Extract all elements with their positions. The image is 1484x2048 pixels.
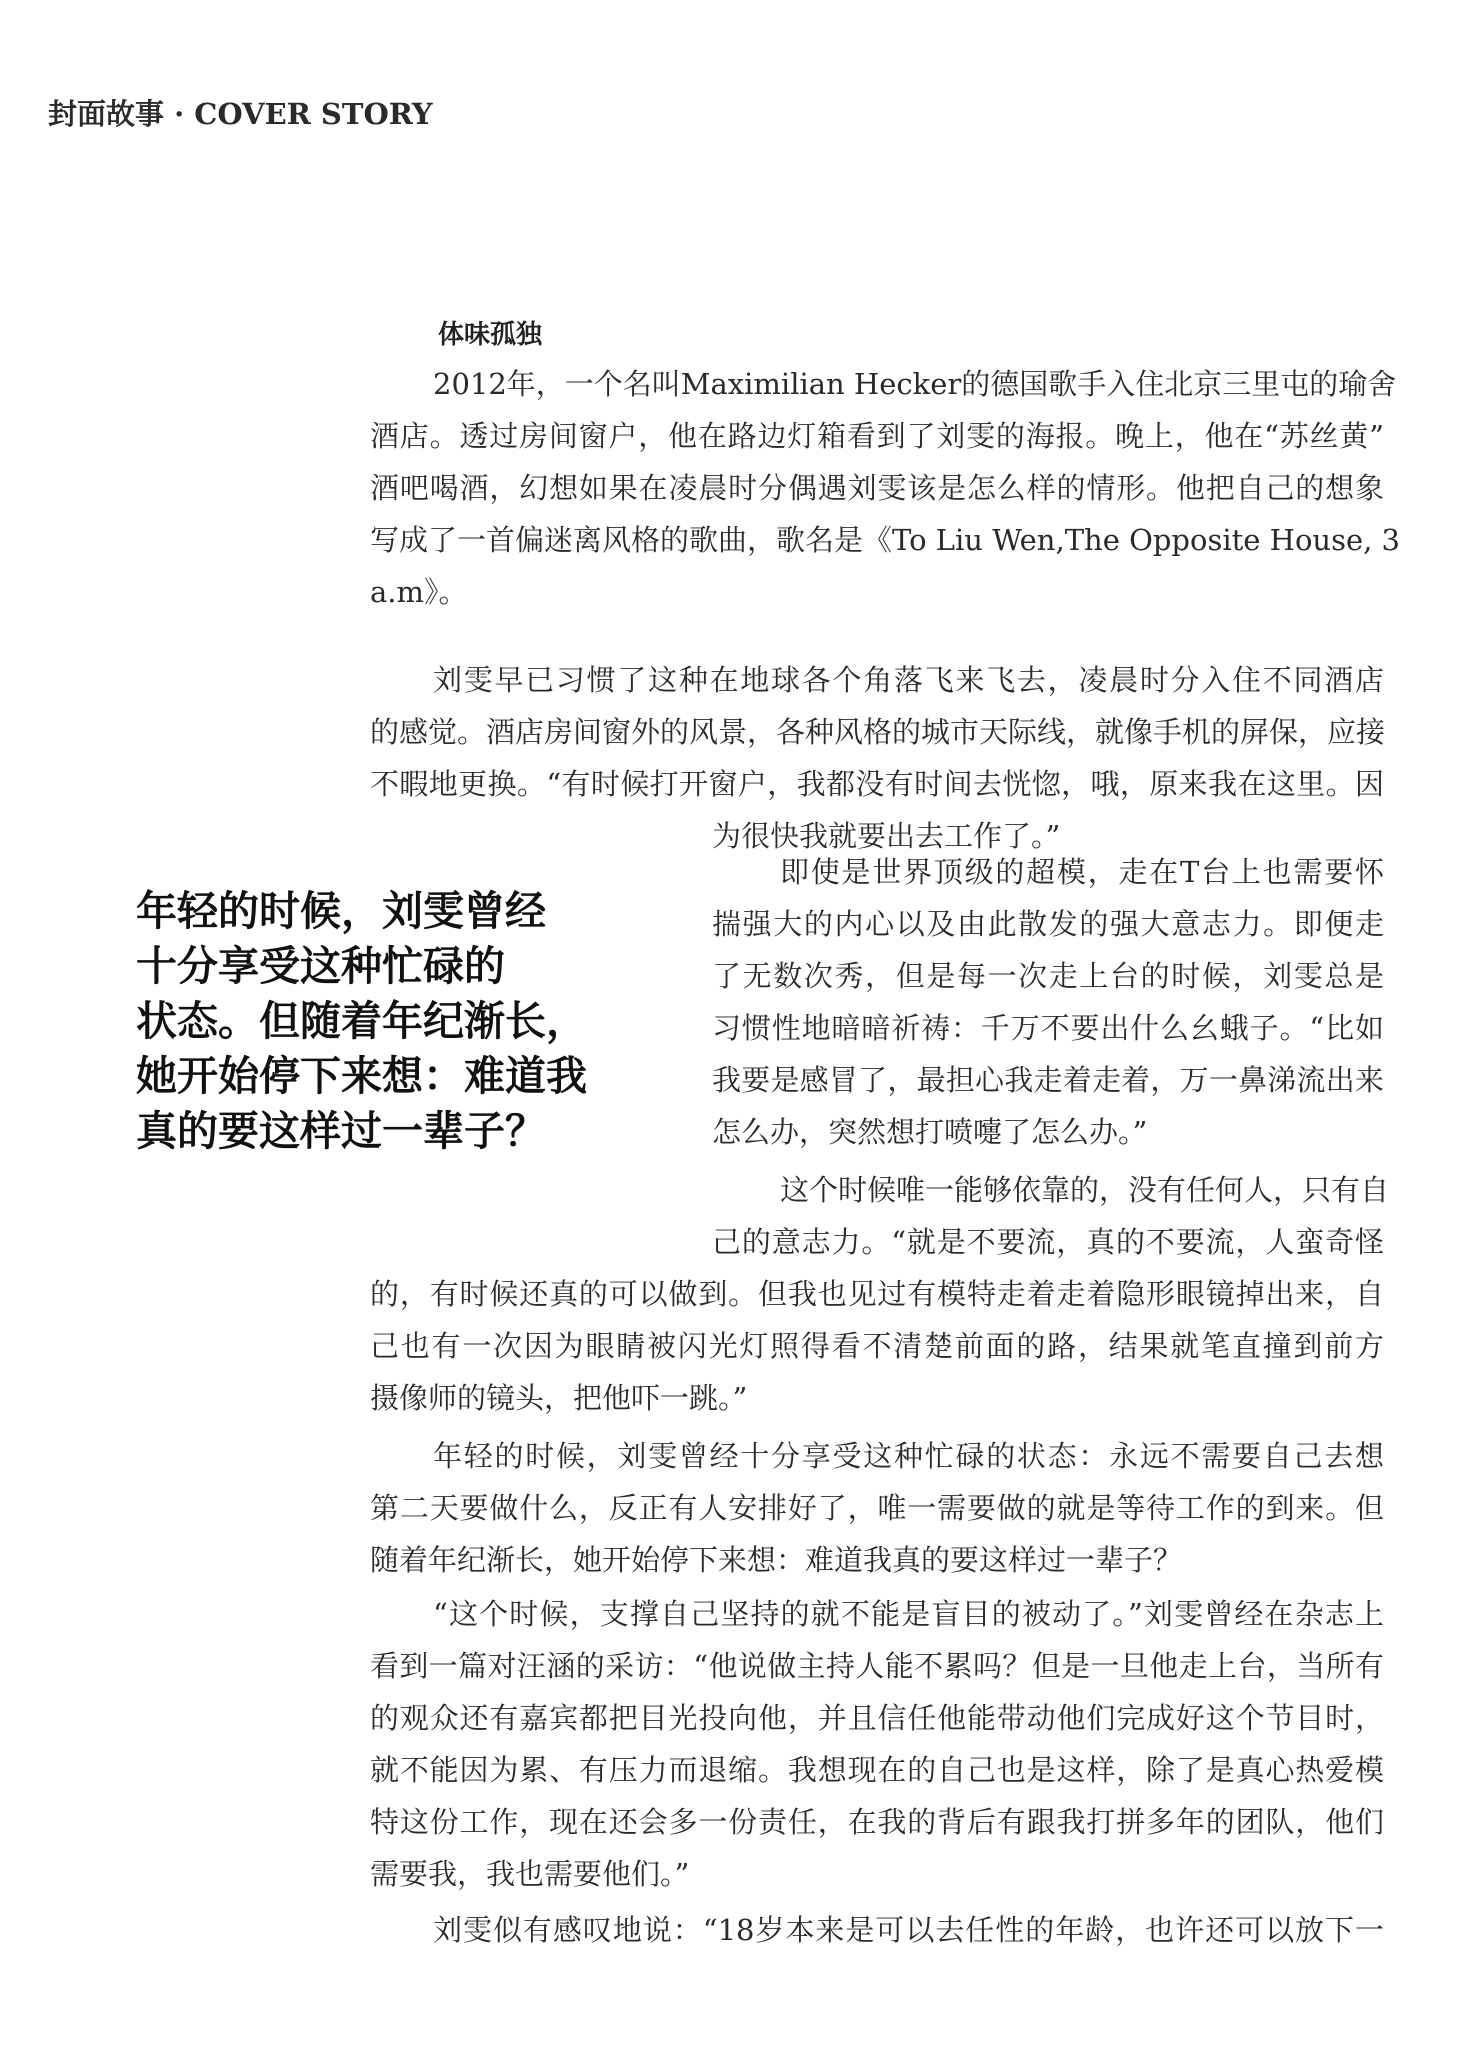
body-line: 了无数次秀，但是每一次走上台的时候，刘雯总是	[712, 959, 1384, 993]
body-line: “这个时候，支撑自己坚持的就不能是盲目的被动了。”刘雯曾经在杂志上	[433, 1597, 1384, 1631]
body-line: 摄像师的镜头，把他吓一跳。”	[370, 1381, 748, 1415]
body-line: 写成了一首偏迷离风格的歌曲，歌名是《To Liu Wen,The Opposite House, 3	[370, 523, 1401, 557]
body-line: 己的意志力。“就是不要流，真的不要流，人蛮奇怪	[712, 1225, 1384, 1259]
body-line: 的，有时候还真的可以做到。但我也见过有模特走着走着隐形眼镜掉出来，自	[370, 1277, 1384, 1311]
body-line: 的感觉。酒店房间窗外的风景，各种风格的城市天际线，就像手机的屏保，应接	[370, 715, 1386, 749]
body-line: 看到一篇对汪涵的采访：“他说做主持人能不累吗？但是一旦他走上台，当所有	[370, 1649, 1384, 1683]
body-line: 不暇地更换。“有时候打开窗户，我都没有时间去恍惚，哦，原来我在这里。因	[370, 767, 1384, 801]
pull-quote-line: 真的要这样过一辈子？	[136, 1107, 546, 1155]
body-line: 为很快我就要出去工作了。”	[712, 819, 1061, 853]
body-line: 怎么办，突然想打喷嚏了怎么办。”	[712, 1115, 1148, 1149]
body-line: 刘雯似有感叹地说：“18岁本来是可以去任性的年龄，也许还可以放下一	[433, 1913, 1384, 1947]
body-line: 就不能因为累、有压力而退缩。我想现在的自己也是这样，除了是真心热爱模	[370, 1753, 1384, 1787]
pull-quote-line: 十分享受这种忙碌的	[136, 942, 505, 990]
body-line: 2012年，一个名叫Maximilian Hecker的德国歌手入住北京三里屯的瑜舍	[433, 367, 1397, 401]
body-line: 习惯性地暗暗祈祷：千万不要出什么幺蛾子。“比如	[712, 1011, 1384, 1045]
body-line: 这个时候唯一能够依靠的，没有任何人，只有自	[780, 1173, 1390, 1207]
pull-quote-line: 年轻的时候，刘雯曾经	[136, 887, 546, 935]
body-line: a.m》。	[370, 575, 468, 609]
pull-quote-line: 状态。但随着年纪渐长，	[136, 997, 587, 1045]
body-line: 第二天要做什么，反正有人安排好了，唯一需要做的就是等待工作的到来。但	[370, 1491, 1384, 1525]
body-line: 刘雯早已习惯了这种在地球各个角落飞来飞去，凌晨时分入住不同酒店	[433, 663, 1384, 697]
body-line: 随着年纪渐长，她开始停下来想：难道我真的要这样过一辈子？	[370, 1543, 1183, 1577]
body-line: 揣强大的内心以及由此散发的强大意志力。即便走	[712, 907, 1384, 941]
body-line: 酒店。透过房间窗户，他在路边灯箱看到了刘雯的海报。晚上，他在“苏丝黄”	[370, 419, 1384, 453]
section-heading: 体味孤独	[438, 320, 543, 350]
body-line: 酒吧喝酒，幻想如果在凌晨时分偶遇刘雯该是怎么样的情形。他把自己的想象	[370, 471, 1384, 505]
body-line: 即使是世界顶级的超模，走在T台上也需要怀	[780, 855, 1384, 889]
body-line: 需要我，我也需要他们。”	[370, 1857, 690, 1891]
body-line: 我要是感冒了，最担心我走着走着，万一鼻涕流出来	[712, 1063, 1384, 1097]
body-line: 的观众还有嘉宾都把目光投向他，并且信任他能带动他们完成好这个节目时，	[370, 1701, 1384, 1735]
body-line: 年轻的时候，刘雯曾经十分享受这种忙碌的状态：永远不需要自己去想	[433, 1439, 1384, 1473]
body-line: 特这份工作，现在还会多一份责任，在我的背后有跟我打拼多年的团队，他们	[370, 1805, 1384, 1839]
section-header-label: 封面故事 · COVER STORY	[48, 97, 433, 131]
body-line: 己也有一次因为眼睛被闪光灯照得看不清楚前面的路，结果就笔直撞到前方	[370, 1329, 1384, 1363]
pull-quote-line: 她开始停下来想：难道我	[136, 1052, 587, 1100]
